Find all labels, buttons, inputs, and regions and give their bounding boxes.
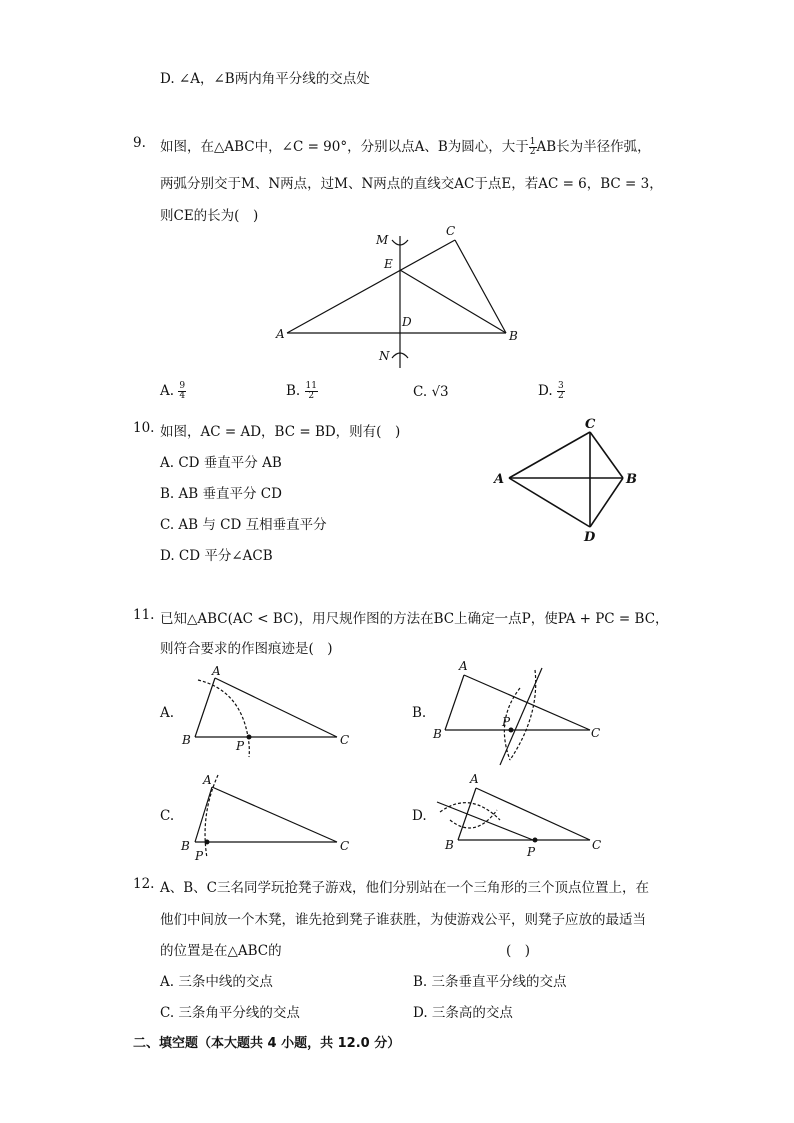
frac-numerator: 11 [305, 381, 317, 391]
option-letter: D. [538, 383, 553, 399]
q9-stem-part-a: 如图，在△ABC中，∠C = 90°，分别以点A、B为圆心，大于 [160, 139, 529, 155]
q11d-label-b: B [445, 838, 454, 852]
q12-answer-blank: ( ) [506, 943, 531, 959]
frac-denominator: 2 [308, 391, 315, 401]
q11-stem-line1: 已知△ABC(AC < BC)，用尺规作图的方法在BC上确定一点P，使PA + PC = BC， [160, 611, 669, 627]
q11d-label-a: A [470, 772, 479, 786]
q9-stem-line2: 两弧分别交于M、N两点，过M、N两点的直线交AC于点E，若AC = 6，BC = 3， [160, 176, 663, 192]
q11-option-c-letter: C. [160, 808, 175, 824]
q11c-label-c: C [340, 839, 350, 853]
q10-option-d: D. CD 平分∠ACB [160, 548, 273, 564]
q9-label-n: N [379, 349, 390, 363]
q11a-label-a: A [212, 664, 221, 678]
q9-label-b: B [509, 329, 518, 343]
q11-stem-line2: 则符合要求的作图痕迹是( ) [160, 641, 333, 657]
q8-option-d: D. ∠A，∠B两内角平分线的交点处 [160, 71, 370, 87]
q9-stem-line3: 则CE的长为( ) [160, 208, 259, 224]
q12-option-a: A. 三条中线的交点 [160, 974, 273, 990]
q11a-label-c: C [340, 733, 350, 747]
q11c-label-b: B [181, 839, 190, 853]
q11d-label-c: C [592, 838, 602, 852]
q12-stem-line2: 他们中间放一个木凳，谁先抢到凳子谁获胜，为使游戏公平，则凳子应放的最适当 [160, 912, 646, 928]
q11c-label-p: P [195, 849, 204, 863]
q12-stem-line1: A、B、C三名同学玩抢凳子游戏，他们分别站在一个三角形的三个顶点位置上，在 [160, 880, 649, 896]
q10-option-c: C. AB 与 CD 互相垂直平分 [160, 517, 327, 533]
q11a-label-b: B [182, 733, 191, 747]
q9-stem-part-b: AB长为半径作弧， [536, 139, 651, 155]
q10-label-d: D [584, 530, 596, 545]
q11-option-b-letter: B. [412, 705, 427, 721]
q10-label-b: B [626, 472, 637, 487]
q10-label-c: C [585, 417, 596, 432]
q11b-label-a: A [459, 659, 468, 673]
option-letter: C. [413, 384, 428, 400]
q9-label-a: A [276, 327, 285, 341]
option-letter: B. [286, 383, 301, 399]
q10-stem: 如图，AC = AD，BC = BD，则有( ) [160, 424, 401, 440]
q11c-label-a: A [203, 773, 212, 787]
frac-denominator: 2 [529, 147, 536, 157]
section-2-title: 二、填空题（本大题共 4 小题，共 12.0 分） [133, 1036, 401, 1051]
option-letter: A. [160, 383, 175, 399]
q11-number: 11. [133, 607, 155, 623]
frac-denominator: 4 [179, 391, 186, 401]
q11-figure-d [437, 772, 601, 859]
q10-option-b: B. AB 垂直平分 CD [160, 486, 282, 502]
frac-denominator: 2 [557, 391, 564, 401]
frac-numerator: 1 [529, 137, 536, 147]
q11b-label-c: C [591, 726, 601, 740]
q11-option-d-letter: D. [412, 808, 427, 824]
q10-label-a: A [494, 472, 505, 487]
frac-numerator: 3 [557, 381, 564, 391]
q12-option-c: C. 三条角平分线的交点 [160, 1005, 300, 1021]
q12-stem-line3: 的位置是在△ABC的 [160, 943, 282, 959]
q11-figure-c [180, 773, 349, 863]
q10-option-a: A. CD 垂直平分 AB [160, 455, 282, 471]
q11-option-a-letter: A. [160, 705, 175, 721]
q10-number: 10. [133, 420, 155, 436]
option-text: √3 [431, 384, 449, 400]
q9-label-d: D [402, 315, 412, 329]
frac-numerator: 9 [179, 381, 186, 391]
q9-label-m: M [376, 233, 389, 247]
q11a-label-p: P [236, 739, 245, 753]
q12-option-b: B. 三条垂直平分线的交点 [413, 974, 567, 990]
q9-number: 9. [133, 135, 146, 151]
q11-figure-b [432, 659, 600, 765]
q9-label-c: C [446, 224, 456, 238]
q11b-label-p: P [502, 715, 511, 729]
q9-label-e: E [384, 257, 393, 271]
q12-option-d: D. 三条高的交点 [413, 1005, 513, 1021]
q11b-label-b: B [433, 727, 442, 741]
q11d-label-p: P [527, 845, 536, 859]
q11-figure-a [181, 664, 349, 757]
q12-number: 12. [133, 876, 155, 892]
